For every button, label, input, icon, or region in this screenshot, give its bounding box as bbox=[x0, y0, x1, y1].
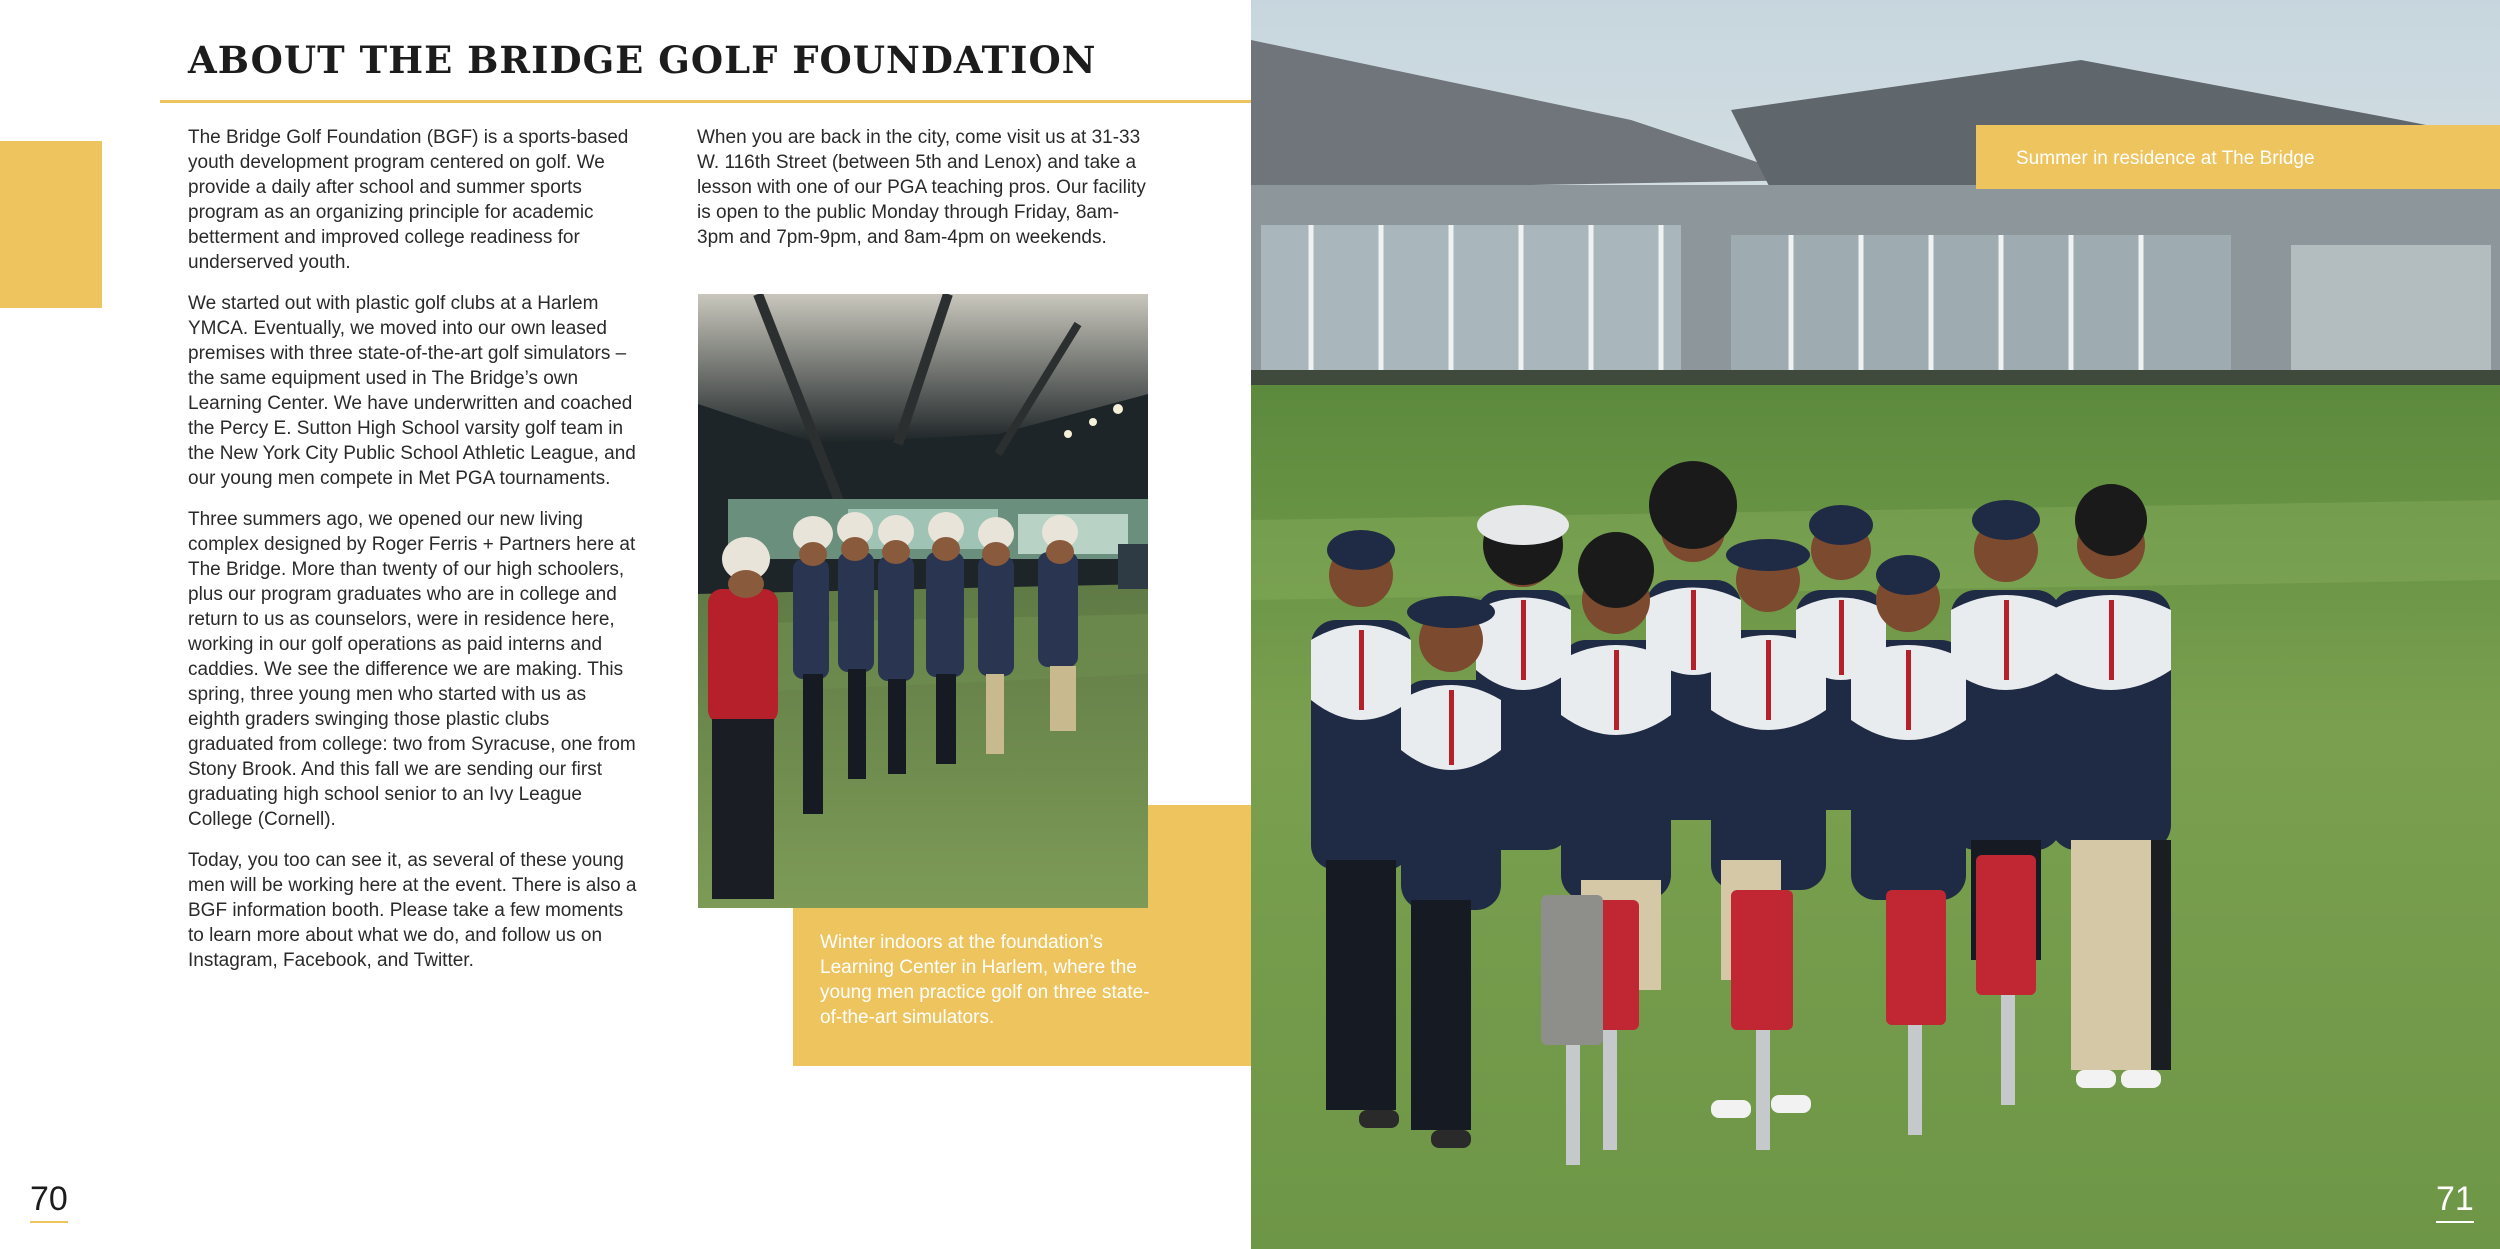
page-title: ABOUT THE BRIDGE GOLF FOUNDATION bbox=[188, 38, 1097, 82]
paragraph-intro: The Bridge Golf Foundation (BGF) is a sports-based youth development program centered on golf. We provide a daily after school and summer sports program as an organizing principle for academic betterment and improved college readiness for underserved youth. bbox=[188, 127, 629, 273]
caption-indoor: Winter indoors at the foundation’s Learning Center in Harlem, where the young men practice golf on three state-of-the-art simulators. bbox=[820, 932, 1150, 1028]
gold-accent-bar bbox=[0, 141, 102, 308]
text-column-2 bbox=[697, 125, 1149, 266]
right-page bbox=[1251, 0, 2500, 1249]
indoor-simulator-photo bbox=[698, 294, 1148, 908]
title-rule bbox=[160, 100, 1251, 103]
paragraph-event: Today, you too can see it, as several of these young men will be working here at the event. There is also a BGF information booth. Please take a few moments to learn more about what we do, and follow us on Instagram, Facebook, and Twitter. bbox=[188, 850, 637, 971]
caption-summer: Summer in residence at The Bridge bbox=[2016, 148, 2315, 169]
text-column-1 bbox=[188, 125, 640, 989]
paragraph-summer-program: Three summers ago, we opened our new living complex designed by Roger Ferris + Partners here at The Bridge. More than twenty of our high schoolers, plus our program graduates who are in college and return to us as counselors, were in residence here, working in our golf operations as paid interns and caddies. We see the difference we are making. This spring, three young men who started with us as eighth graders swinging those plastic clubs graduated from college: two from Syracuse, one from Stony Brook. And this fall we are sending our first graduating high school senior to an Ivy League College (Cornell). bbox=[188, 509, 636, 830]
page-number-left: 70 bbox=[30, 1180, 68, 1218]
page-number-right: 71 bbox=[2436, 1180, 2474, 1218]
paragraph-history: We started out with plastic golf clubs at a Harlem YMCA. Eventually, we moved into our own leased premises with three state-of-the-art golf simulators – the same equipment used in The Bridge’s own Learning Center. We have underwritten and coached the Percy E. Sutton High School varsity golf team in the New York City Public School Athletic League, and our young men compete in Met PGA tournaments. bbox=[188, 293, 636, 489]
paragraph-visit: When you are back in the city, come visit us at 31-33 W. 116th Street (between 5th and Lenox) and take a lesson with one of our PGA teaching pros. Our facility is open to the public Monday through Friday, 8am-3pm and 7pm-9pm, and 8am-4pm on weekends. bbox=[697, 127, 1146, 248]
